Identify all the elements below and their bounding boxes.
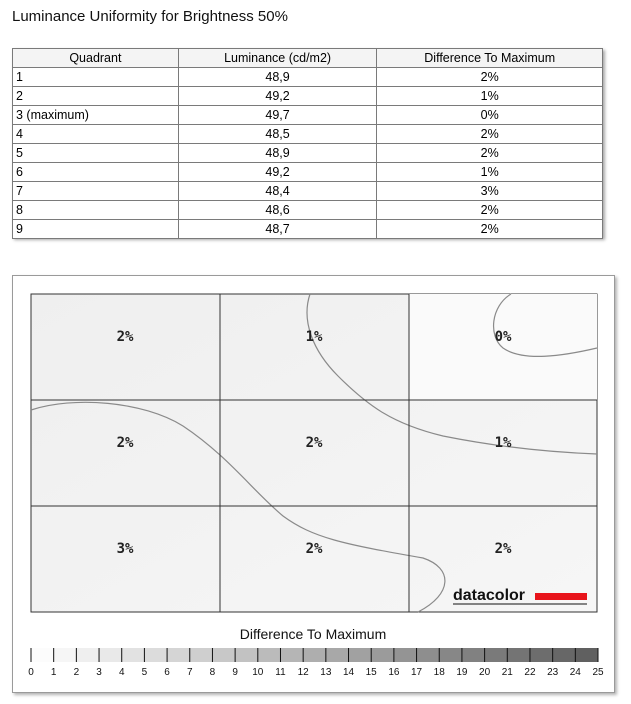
quadrant-cell: 9 (13, 220, 179, 239)
header-difference: Difference To Maximum (377, 49, 603, 68)
scale-segment (417, 648, 440, 662)
logo-text: datacolor (453, 587, 526, 604)
map-cell-value: 2% (494, 541, 512, 557)
scale-segment (190, 648, 213, 662)
scale-segment (212, 648, 235, 662)
map-max-region (409, 294, 597, 400)
map-cell-value: 0% (494, 329, 512, 345)
scale-segment (371, 648, 394, 662)
scale-segment (349, 648, 372, 662)
luminance-table-container (12, 48, 603, 238)
scale-tick-label: 6 (164, 667, 170, 678)
scale-tick-label: 2 (73, 667, 80, 678)
scale-tick-label: 23 (547, 667, 559, 678)
scale-segment (462, 648, 485, 662)
map-cell-value: 1% (305, 329, 323, 345)
scale-tick-label: 15 (365, 667, 377, 678)
difference-cell: 1% (377, 87, 603, 106)
quadrant-cell: 1 (13, 68, 179, 87)
scale-tick-label: 24 (569, 667, 581, 678)
table-row (13, 201, 603, 220)
scale-tick-label: 0 (28, 667, 34, 678)
quadrant-cell: 8 (13, 201, 179, 220)
scale-segment (326, 648, 349, 662)
difference-cell: 2% (377, 201, 603, 220)
luminance-table (12, 48, 603, 239)
page-title: Luminance Uniformity for Brightness 50% (12, 8, 288, 25)
uniformity-map-svg (13, 276, 614, 692)
luminance-cell: 49,2 (178, 87, 377, 106)
scale-tick-label: 8 (209, 667, 216, 678)
scale-tick-label: 21 (501, 667, 513, 678)
scale-segment (553, 648, 576, 662)
scale-segment (144, 648, 167, 662)
scale-segment (575, 648, 598, 662)
quadrant-cell: 7 (13, 182, 179, 201)
luminance-cell: 48,9 (178, 144, 377, 163)
scale-segment (485, 648, 508, 662)
luminance-cell: 49,2 (178, 163, 377, 182)
scale-tick-label: 13 (320, 667, 332, 678)
scale-segment (507, 648, 530, 662)
table-header-row (13, 49, 603, 68)
luminance-cell: 48,9 (178, 68, 377, 87)
luminance-cell: 48,7 (178, 220, 377, 239)
scale-tick-label: 25 (592, 667, 604, 678)
scale-tick-label: 22 (524, 667, 536, 678)
scale-tick-label: 1 (50, 667, 57, 678)
map-cell-value: 2% (305, 435, 323, 451)
map-cell-value: 2% (116, 435, 134, 451)
scale-tick-label: 7 (186, 667, 193, 678)
difference-cell: 2% (377, 68, 603, 87)
scale-segment (235, 648, 258, 662)
scale-tick-label: 10 (252, 667, 264, 678)
table-row (13, 106, 603, 125)
scale-segment (54, 648, 77, 662)
table-row (13, 220, 603, 239)
header-luminance: Luminance (cd/m2) (178, 49, 377, 68)
luminance-cell: 48,5 (178, 125, 377, 144)
quadrant-cell: 6 (13, 163, 179, 182)
scale-tick-label: 5 (141, 667, 148, 678)
map-cell-value: 3% (116, 541, 134, 557)
scale-segment (530, 648, 553, 662)
quadrant-cell: 4 (13, 125, 179, 144)
table-row (13, 125, 603, 144)
logo-red-bar (535, 593, 587, 600)
difference-scale (28, 648, 604, 678)
luminance-cell: 48,6 (178, 201, 377, 220)
scale-tick-label: 17 (410, 667, 423, 678)
scale-tick-label: 19 (456, 667, 468, 678)
difference-cell: 3% (377, 182, 603, 201)
scale-tick-label: 11 (275, 667, 286, 678)
scale-tick-label: 3 (96, 667, 102, 678)
table-row (13, 163, 603, 182)
scale-segment (258, 648, 281, 662)
luminance-cell: 49,7 (178, 106, 377, 125)
scale-segment (31, 648, 54, 662)
scale-segment (99, 648, 122, 662)
difference-cell: 2% (377, 220, 603, 239)
table-row (13, 144, 603, 163)
scale-tick-label: 4 (118, 667, 125, 678)
quadrant-cell: 3 (maximum) (13, 106, 179, 125)
scale-segment (439, 648, 462, 662)
table-row (13, 182, 603, 201)
uniformity-map-panel (12, 275, 615, 693)
quadrant-cell: 2 (13, 87, 179, 106)
header-quadrant: Quadrant (13, 49, 179, 68)
quadrant-cell: 5 (13, 144, 179, 163)
scale-segment (280, 648, 303, 662)
scale-segment (76, 648, 99, 662)
scale-tick-label: 9 (232, 667, 238, 678)
scale-tick-label: 14 (342, 667, 355, 678)
scale-segment (122, 648, 145, 662)
scale-tick-label: 16 (388, 667, 400, 678)
scale-tick-label: 20 (479, 667, 491, 678)
map-cell-value: 1% (494, 435, 512, 451)
luminance-cell: 48,4 (178, 182, 377, 201)
scale-title: Difference To Maximum (239, 626, 387, 642)
scale-tick-label: 12 (297, 667, 309, 678)
scale-segment (394, 648, 417, 662)
scale-tick-label: 18 (433, 667, 445, 678)
scale-segment (167, 648, 190, 662)
difference-cell: 2% (377, 144, 603, 163)
map-cell-value: 2% (116, 329, 134, 345)
difference-cell: 1% (377, 163, 603, 182)
map-cell-value: 2% (305, 541, 323, 557)
difference-cell: 2% (377, 125, 603, 144)
table-row (13, 68, 603, 87)
scale-segment (303, 648, 326, 662)
table-row (13, 87, 603, 106)
difference-cell: 0% (377, 106, 603, 125)
